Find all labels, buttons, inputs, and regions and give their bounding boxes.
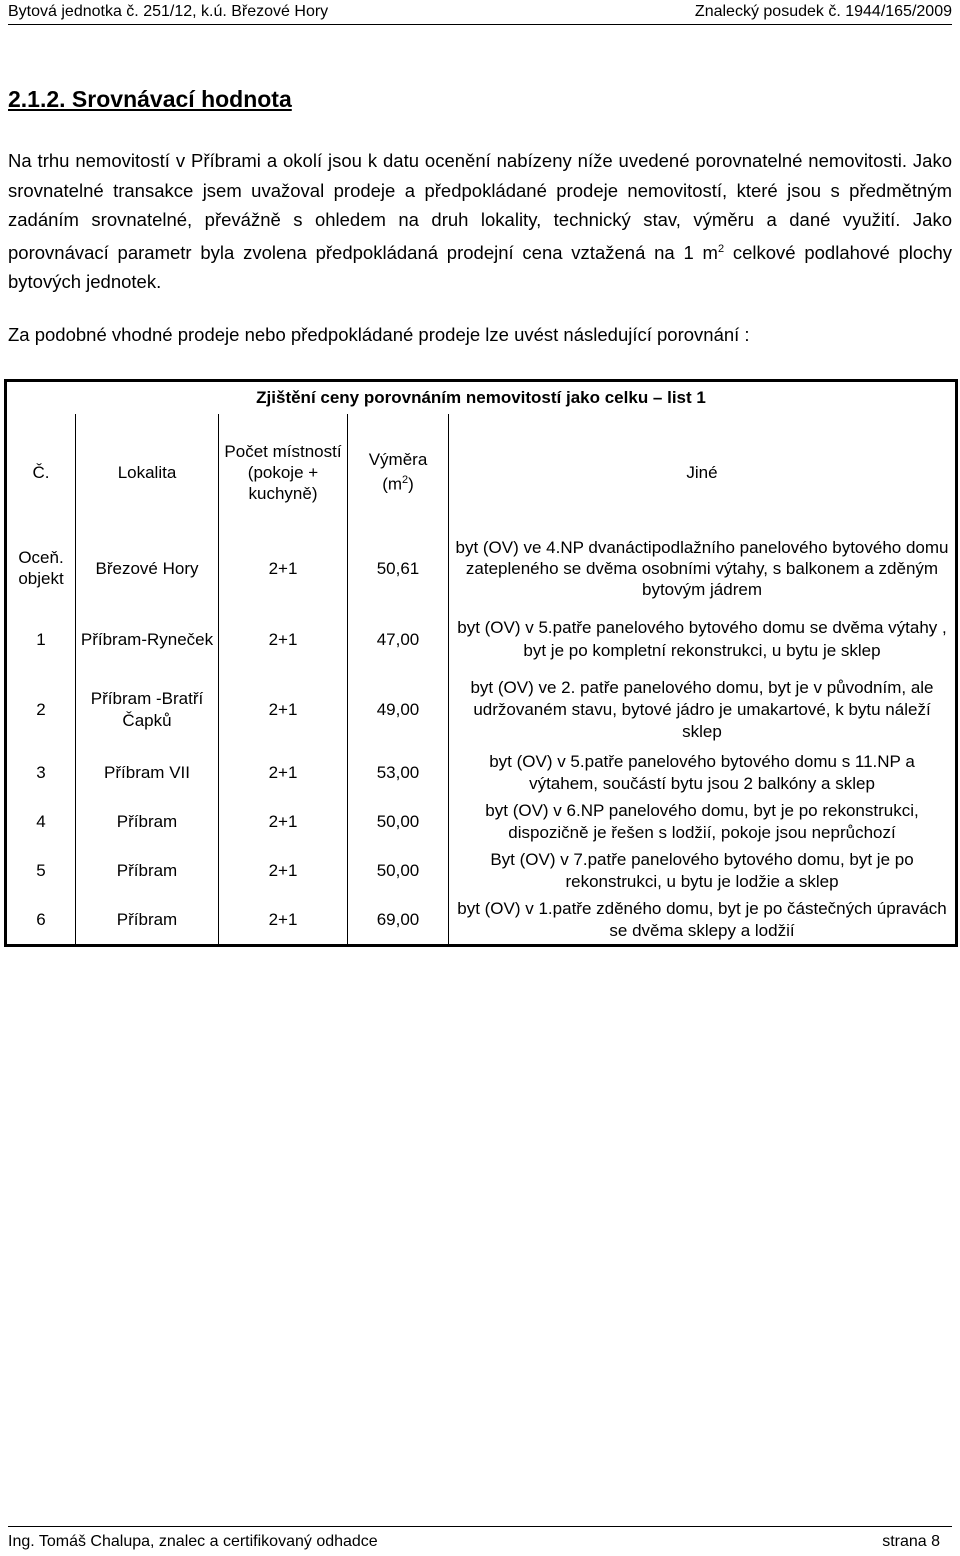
header-no: Č. (6, 414, 76, 530)
intro-paragraph (8, 146, 952, 297)
cell-area: 53,00 (348, 748, 449, 797)
cell-other: byt (OV) ve 4.NP dvanáctipodlažního panelového bytového domu zatepleného se dvěma osobními výtahy, s balkonem a zděným bytovým jádrem (449, 530, 957, 606)
header-right-text: Znalecký posudek č. 1944/165/2009 (694, 3, 952, 20)
m2-superscript: 2 (717, 242, 725, 255)
cell-locality: Březové Hory (76, 530, 219, 606)
header-area (348, 414, 449, 530)
cell-rooms: 2+1 (219, 895, 348, 946)
cell-locality: Příbram (76, 846, 219, 895)
cell-other: Byt (OV) v 7.patře panelového bytového domu, byt je po rekonstrukci, u bytu je lodžie a sklep (449, 846, 957, 895)
header-rooms: Počet místností (pokoje + kuchyně) (219, 414, 348, 530)
cell-other: byt (OV) v 6.NP panelového domu, byt je po rekonstrukci, dispozičně je řešen s lodžií, pokoje jsou neprůchozí (449, 797, 957, 846)
cell-other: byt (OV) v 5.patře panelového bytového domu se dvěma výtahy , byt je po kompletní rekonstrukci, u bytu je sklep (449, 606, 957, 672)
cell-locality: Příbram-Ryneček (76, 606, 219, 672)
table-row (6, 606, 957, 672)
header-area-text: Výměra (m (368, 450, 428, 494)
header-area-sup: 2 (402, 474, 409, 487)
cell-other: byt (OV) ve 2. patře panelového domu, byt je v původním, ale udržovaném stavu, bytové jádro je umakartové, k bytu náleží sklep (449, 672, 957, 748)
page-header (8, 2, 952, 25)
cell-rooms: 2+1 (219, 797, 348, 846)
cell-no: 1 (6, 606, 76, 672)
table-row (6, 530, 957, 606)
cell-locality: Příbram (76, 895, 219, 946)
table-caption-row (6, 381, 957, 415)
cell-rooms: 2+1 (219, 672, 348, 748)
footer-author: Ing. Tomáš Chalupa, znalec a certifikovaný odhadce (8, 1533, 378, 1550)
comparison-intro-paragraph (8, 320, 952, 350)
header-locality: Lokalita (76, 414, 219, 530)
cell-locality: Příbram VII (76, 748, 219, 797)
cell-locality: Příbram (76, 797, 219, 846)
cell-area: 47,00 (348, 606, 449, 672)
table-row (6, 895, 957, 946)
cell-no: Oceň. objekt (6, 530, 76, 606)
cell-other: byt (OV) v 5.patře panelového bytového domu s 11.NP a výtahem, součástí bytu jsou 2 balkóny a sklep (449, 748, 957, 797)
intro-text: Na trhu nemovitostí v Příbrami a okolí jsou k datu ocenění nabízeny níže uvedené porovnatelné nemovitosti. Jako srovnatelné transakce jsem uvažoval prodeje a předpokládané prodeje nemovitostí, které jsou s předmětným zadáním srovnatelné, převážně s ohledem na druh lokality, technický stav, výměru a dané využití. Jako porovnávací parametr byla zvolena předpokládaná prodejní cena vztažená na 1 m (8, 150, 952, 263)
cell-area: 69,00 (348, 895, 449, 946)
header-left-text: Bytová jednotka č. 251/12, k.ú. Březové Hory (8, 3, 329, 20)
section-title: 2.1.2. Srovnávací hodnota (8, 86, 292, 112)
header-area-tail: ) (408, 474, 414, 494)
cell-area: 50,00 (348, 846, 449, 895)
page-footer (8, 1526, 952, 1553)
cell-area: 50,61 (348, 530, 449, 606)
cell-rooms: 2+1 (219, 846, 348, 895)
cell-no: 3 (6, 748, 76, 797)
cell-area: 50,00 (348, 797, 449, 846)
cell-no: 5 (6, 846, 76, 895)
page-number: strana 8 (882, 1533, 940, 1550)
cell-locality: Příbram -Bratří Čapků (76, 672, 219, 748)
cell-area: 49,00 (348, 672, 449, 748)
table-caption: Zjištění ceny porovnáním nemovitostí jako celku – list 1 (6, 381, 957, 415)
header-other: Jiné (449, 414, 957, 530)
table-row (6, 748, 957, 797)
cell-rooms: 2+1 (219, 606, 348, 672)
cell-other: byt (OV) v 1.patře zděného domu, byt je po částečných úpravách se dvěma sklepy a lodžií (449, 895, 957, 946)
comparison-intro-text: Za podobné vhodné prodeje nebo předpokládané prodeje lze uvést následující porovnání : (8, 324, 750, 345)
table-header-row (6, 414, 957, 530)
comparison-table (4, 379, 958, 947)
cell-rooms: 2+1 (219, 748, 348, 797)
table-row (6, 672, 957, 748)
cell-no: 6 (6, 895, 76, 946)
cell-rooms: 2+1 (219, 530, 348, 606)
cell-no: 4 (6, 797, 76, 846)
cell-no: 2 (6, 672, 76, 748)
intro-text-tail: celkové podlahové plochy bytových jednotek. (8, 241, 952, 293)
table-row (6, 846, 957, 895)
table-row (6, 797, 957, 846)
